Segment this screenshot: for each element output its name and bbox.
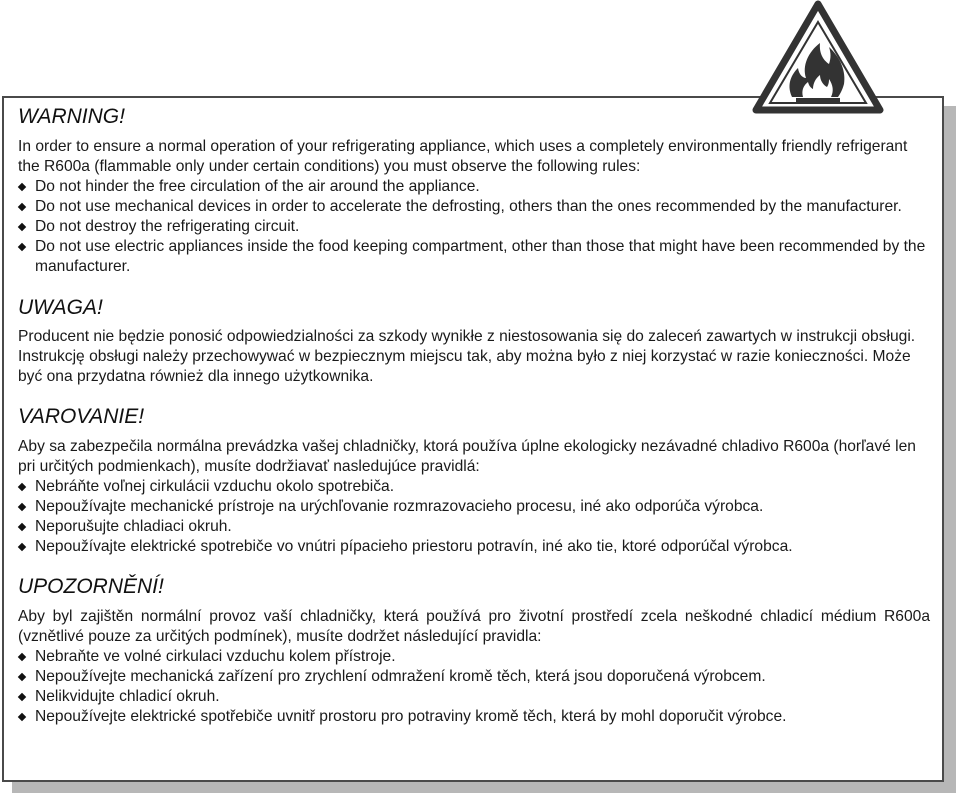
bullet-icon [18,483,26,491]
list-item: Do not use electric appliances inside the food keeping compartment, other than those that might have been recommended by the manufacturer. [18,237,930,277]
bullet-icon [18,673,26,681]
text-pl: Producent nie będzie ponosić odpowiedzialności za szkody wynikłe z niestosowania się do zaleceń zawartych w instrukcji obsługi. Instrukcję obsługi należy przechowywać w bezpiecznym miejscu tak, aby można było z niej korzystać w razie konieczności. Może być ona przydatna również dla innego użytkownika. [18,328,916,385]
bullet-icon [18,503,26,511]
list-item: Do not hinder the free circulation of the air around the appliance. [18,177,930,197]
intro-cz: Aby byl zajištěn normální provoz vaší chladničky, která používá pro životní prostředí zcela neškodné chladicí médium R600a (vznětlivé pouze za určitých podmínek), musíte dodržet následující pravidla: [18,608,930,645]
bullet-icon [18,223,26,231]
list-item: Nepoužívejte mechanická zařízení pro zrychlení odmražení kromě těch, která jsou doporučená výrobcem. [18,667,930,687]
list-item: Nebráňte voľnej cirkulácii vzduchu okolo spotrebiča. [18,477,930,497]
intro-sk: Aby sa zabezpečila normálna prevádzka vašej chladničky, ktorá používa úplne ekologicky nezávadné chladivo R600a (horľavé len pri určitých podmienkach), musíte dodržiavať nasledujúce pravidlá: [18,438,916,475]
list-item: Nelikvidujte chladicí okruh. [18,687,930,707]
bullet-icon [18,203,26,211]
heading-sk: VAROVANIE! [18,405,145,428]
heading-cz: UPOZORNĚNÍ! [18,575,164,598]
list-item: Do not use mechanical devices in order to accelerate the defrosting, others than the ones recommended by the manufacturer. [18,197,930,217]
list-item: Nebraňte ve volné cirkulaci vzduchu kolem přístroje. [18,647,930,667]
rules-list-sk [18,477,930,557]
rules-list-cz [18,647,930,727]
bullet-icon [18,713,26,721]
bullet-icon [18,543,26,551]
bullet-icon [18,183,26,191]
bullet-icon [18,243,26,251]
warning-content [18,104,930,727]
rules-list-en [18,177,930,277]
intro-en: In order to ensure a normal operation of your refrigerating appliance, which uses a completely environmentally friendly refrigerant the R600a (flammable only under certain conditions) you must observe the following rules: [18,138,908,175]
list-item: Nepoužívajte mechanické prístroje na urýchľovanie rozmrazovacieho procesu, iné ako odporúča výrobca. [18,497,930,517]
heading-pl: UWAGA! [18,296,103,319]
list-item: Nepoužívajte elektrické spotrebiče vo vnútri pípacieho priestoru potravín, iné ako tie, ktoré odporúčal výrobca. [18,537,930,557]
list-item: Do not destroy the refrigerating circuit. [18,217,930,237]
bullet-icon [18,693,26,701]
bullet-icon [18,653,26,661]
list-item: Nepoužívejte elektrické spotřebiče uvnitř prostoru pro potraviny kromě těch, která by mohl doporučit výrobce. [18,707,930,727]
heading-en: WARNING! [18,105,125,128]
list-item: Neporušujte chladiaci okruh. [18,517,930,537]
flammable-warning-icon [752,0,884,114]
bullet-icon [18,523,26,531]
